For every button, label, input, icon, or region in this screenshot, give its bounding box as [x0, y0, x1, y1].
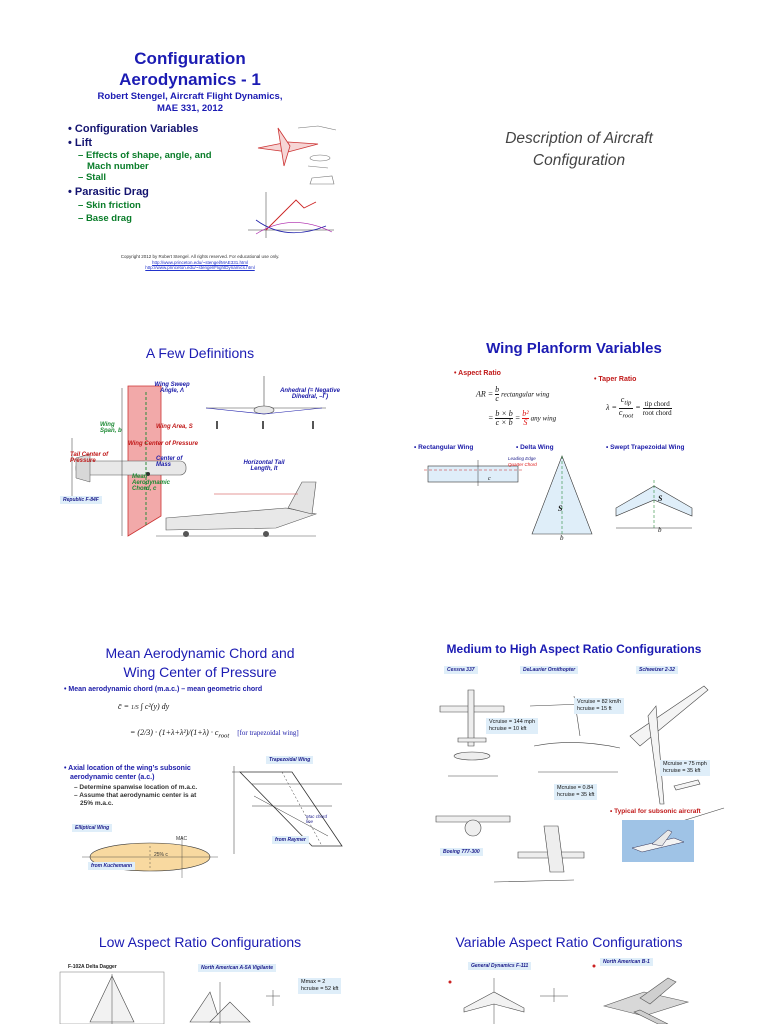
drag-sublist: [68, 199, 248, 225]
taper-formula: λ = $c_{tip}$ $c_{root}$ = tip chord root chord: [606, 395, 672, 420]
author-line-2: MAE 331, 2012: [156, 103, 223, 114]
taper-label: Taper Ratio: [598, 376, 637, 383]
lift-sub-1: – Effects of shape, angle, and: [78, 150, 212, 161]
drag-sub-1-text: Skin friction: [85, 200, 141, 211]
slide-6-title: Medium to High Aspect Ratio Configurations: [446, 642, 702, 656]
mac-chord-line-label: Mac chord line: [306, 814, 328, 824]
schweizer-cruise-box: [660, 760, 710, 776]
ac-sub-1-text: Determine spanwise location of m.a.c.: [79, 784, 198, 791]
bullet-ac-text-1: Axial location of the wing’s subsonic: [68, 765, 191, 772]
fraction: [643, 400, 672, 417]
slide-5: [0, 636, 384, 892]
lift-sub-1b: Mach number: [87, 161, 149, 172]
course-link-2[interactable]: http://www.princeton.edu/~stengel/FlightDynamics.html: [145, 265, 255, 270]
slide-7: [0, 920, 384, 1024]
kuchemann-credit: from Kuchemann: [88, 862, 135, 870]
ac-sub-2-text: Assume that aerodynamic center is at: [79, 792, 197, 799]
aspect-label: Aspect Ratio: [458, 370, 501, 377]
planform-diagrams: [428, 456, 748, 540]
variable-ar-sketches: [444, 972, 744, 1024]
c-bar-symbol: c̄: [118, 702, 122, 711]
bullet-aspect-ratio: • Aspect Ratio: [454, 370, 501, 377]
tag-a-5a-vigilante: North American A-5A Vigilante: [198, 964, 276, 972]
drag-sub-2: – Base drag: [78, 213, 132, 224]
rect-wing-text: Rectangular Wing: [418, 444, 474, 451]
tag-cessna-337: Cessna 337: [444, 666, 478, 674]
tag-schweizer-2-32: Schweizer 2-32: [636, 666, 678, 674]
quarter-chord-label: Quarter Chord: [508, 462, 537, 467]
ac-sub-1: – Determine spanwise location of m.a.c.: [74, 784, 198, 791]
swept-wing-text: Swept Trapezoidal Wing: [610, 444, 685, 451]
ac-sublist: [74, 784, 197, 808]
tag-boeing-777: Boeing 777-300: [440, 848, 483, 856]
any-wing-note: any wing: [530, 414, 557, 423]
schweizer-altitude: hcruise = 35 kft: [663, 768, 701, 774]
bullet-text: Configuration Variables: [74, 123, 199, 135]
ac-sub-2: – Assume that aerodynamic center is at: [74, 792, 197, 799]
delta-span-label: b: [560, 534, 564, 542]
bullet-ac-line-2: aerodynamic center (a.c.): [70, 774, 155, 781]
any-wing-formula: = $\frac{b \times b}{c \times b}$ = $\frac{\text{b²}}{S}$ any wing: [488, 409, 557, 427]
typical-text: Typical for subsonic aircraft: [614, 808, 701, 815]
trapezoidal-wing-tag: Trapezoidal Wing: [266, 756, 313, 764]
bullet-text: Parasitic Drag: [74, 186, 149, 198]
delta-wing-text: Delta Wing: [520, 444, 554, 451]
ornithopter-cruise-box: [574, 698, 624, 714]
bullet-text: Lift: [74, 137, 93, 149]
fraction: $\frac{\text{b²}}{S}$: [522, 409, 529, 427]
slide-2: [384, 0, 768, 256]
slide-3-title: A Few Definitions: [145, 345, 255, 361]
ornithopter-speed: Vcruise = 82 km/h: [577, 699, 622, 705]
label-delta-wing: • Delta Wing: [516, 444, 554, 451]
boeing-altitude: hcruise = 35 kft: [557, 792, 595, 798]
bullet-taper-ratio: • Taper Ratio: [594, 376, 637, 383]
slide-1-bullets: [68, 122, 248, 225]
label-wing-area: Wing Area, S: [156, 424, 193, 430]
label-tail-length: Horizontal Tail Length, lt: [243, 460, 285, 472]
title-line-1: Configuration: [134, 49, 246, 68]
bullet-lift: • Lift: [68, 137, 93, 149]
rect-wing-note: rectangular wing: [501, 390, 550, 399]
lift-curve-sketch: [246, 190, 336, 240]
leading-edge-label: Leading Edge: [508, 456, 536, 461]
boeing-cruise-box: [554, 784, 597, 800]
vigilante-perf-box: [298, 978, 341, 994]
elliptical-wing-tag: Elliptical Wing: [72, 824, 112, 832]
bullet-ac-line-1: • Axial location of the wing’s subsonic: [64, 765, 191, 772]
bullet-ac: [64, 764, 191, 782]
title-line-2: Wing Center of Pressure: [123, 664, 277, 680]
label-tail-cp: Tail Center of Pressure: [70, 452, 109, 464]
label-swept-wing: • Swept Trapezoidal Wing: [606, 444, 685, 451]
bullet-mac: • Mean aerodynamic chord (m.a.c.) – mean geometric chord: [64, 686, 263, 693]
boeing-photo-sketch: [622, 820, 694, 862]
cessna-speed: Vcruise = 144 mph: [489, 719, 536, 725]
fraction: $\frac{b}{c}$: [495, 385, 500, 403]
vigilante-mach: Mmax = 2: [301, 979, 326, 985]
fraction: $\frac{b \times b}{c \times b}$: [495, 409, 513, 427]
rect-chord-label: c: [488, 476, 491, 482]
slide-4-title: Wing Planform Variables: [486, 340, 662, 357]
cessna-altitude: hcruise = 10 kft: [489, 726, 527, 732]
fraction: $c_{tip}$ $c_{root}$: [618, 395, 634, 420]
title-line-1: Mean Aerodynamic Chord and: [105, 645, 295, 661]
aspect-formula: AR = $\frac{b}{c}$ rectangular wing: [476, 385, 550, 403]
root-chord: root chord: [642, 408, 672, 417]
slide-2-title: [424, 128, 734, 172]
boeing-mach: Mcruise = 0.84: [557, 785, 594, 791]
lift-sub-1-text: Effects of shape, angle, and: [85, 150, 212, 161]
quarter-chord-percent: 25% c: [154, 852, 168, 858]
slide-1-author: [60, 91, 320, 115]
lift-sub-2-text: Stall: [85, 172, 106, 183]
label-center-of-mass: Center of Mass: [156, 456, 183, 468]
raymer-credit: from Raymer: [272, 836, 309, 844]
swept-span-label: b: [658, 526, 662, 534]
label-wing-cp: Wing Center of Pressure: [128, 441, 198, 447]
copyright-text: Copyright 2012 by Robert Stengel. All rights reserved. For educational use only.: [120, 254, 280, 259]
drag-sub-1: – Skin friction: [78, 200, 141, 211]
slide-4: [384, 330, 768, 586]
slide-8: [384, 920, 768, 1024]
label-wing-span: Wing Span, b: [100, 422, 122, 434]
slide-7-title: Low Aspect Ratio Configurations: [98, 934, 302, 950]
slide-1-copyright: [80, 254, 320, 271]
cessna-cruise-box: [486, 718, 538, 734]
slide-1-title: [60, 48, 320, 90]
drag-sub-2-text: Base drag: [85, 213, 132, 224]
course-link-1[interactable]: http://www.princeton.edu/~stengel/MAE331.html: [152, 259, 248, 265]
mac-trapezoid-formula: = $(2/3) \cdot (1+\lambda+\lambda^2)/(1+\lambda) \cdot c_{root}$ [for trapezoidal wing]: [130, 728, 299, 740]
title-line-2: Configuration: [532, 152, 626, 169]
slide-1: [0, 0, 384, 270]
ac-sub-2b: 25% m.a.c.: [80, 800, 114, 807]
label-sweep-angle: Wing Sweep Angle, Λ: [154, 382, 190, 394]
typical-subsonic-note: • Typical for subsonic aircraft: [610, 808, 701, 815]
bullet-config-vars: • Configuration Variables: [68, 123, 199, 135]
title-line-1: Description of Aircraft: [505, 130, 653, 147]
aircraft-tag: Republic F-84F: [60, 496, 102, 504]
tag-f-111: General Dynamics F-111: [468, 962, 531, 970]
slide-5-title: [50, 644, 350, 682]
boeing-photo: [622, 820, 694, 862]
aircraft-three-view-sketch: [248, 118, 338, 190]
tag-delaurier-ornithopter: DeLaurier Ornithopter: [520, 666, 578, 674]
bullet-mac-text: Mean aerodynamic chord (m.a.c.) – mean geometric chord: [68, 686, 263, 693]
trapezoid-note: [for trapezoidal wing]: [237, 729, 299, 737]
mac-label: MAC: [176, 836, 188, 842]
slide-6: [384, 636, 768, 892]
label-rectangular-wing: • Rectangular Wing: [414, 444, 474, 451]
schweizer-speed: Mcruise = 75 mph: [663, 761, 707, 767]
label-mac: Mean Aerodynamic Chord, c: [132, 474, 171, 492]
vigilante-altitude: hcruise = 52 kft: [301, 986, 339, 992]
title-line-2: Aerodynamics - 1: [119, 70, 261, 89]
bullet-drag: • Parasitic Drag: [68, 186, 149, 198]
lift-sublist: [68, 150, 248, 183]
mac-integral: c̄ = 1/S ∫ c²(y) dy: [118, 702, 170, 711]
ornithopter-altitude: hcruise = 15 ft: [577, 706, 612, 712]
lift-sub-2: – Stall: [78, 172, 106, 183]
swept-area-label: S: [658, 494, 663, 503]
tip-chord: tip chord: [644, 399, 670, 408]
label-f-102a: F-102A Delta Dagger: [68, 964, 117, 970]
delta-area-label: S: [558, 504, 563, 513]
elliptical-wing-diagram: [80, 834, 220, 880]
rect-wing-legend: [508, 456, 537, 468]
tag-b-1: North American B-1: [600, 958, 653, 966]
slide-8-title: Variable Aspect Ratio Configurations: [455, 934, 683, 950]
slide-3: [0, 330, 384, 586]
label-anhedral: Anhedral (= Negative Dihedral, –Γ): [280, 388, 340, 400]
author-line-1: Robert Stengel, Aircraft Flight Dynamics,: [97, 91, 283, 102]
